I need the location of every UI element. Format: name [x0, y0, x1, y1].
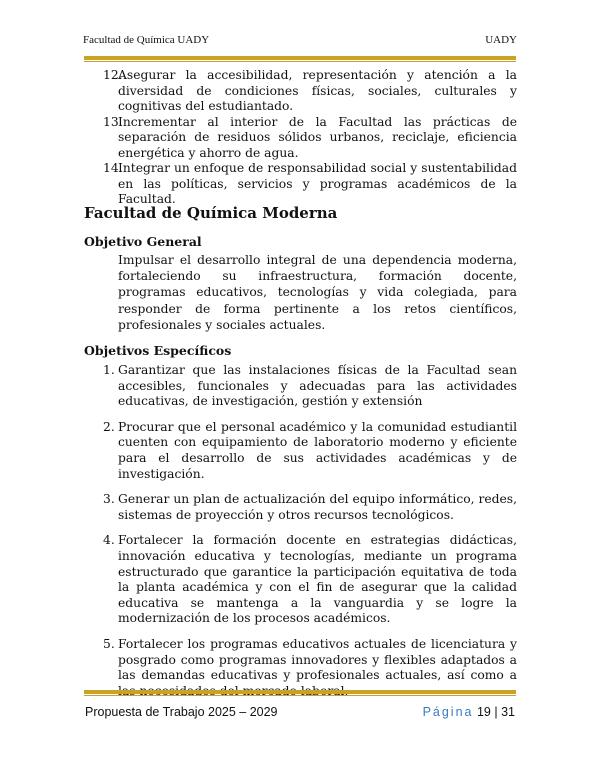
- list-text: Integrar un enfoque de responsabilidad social y sustentabilidad en las políticas, servicios y programas académicos de la Facultad.: [118, 161, 517, 206]
- specific-objectives-list: [103, 363, 517, 699]
- list-item: [103, 492, 517, 523]
- footer-document-title: Propuesta de Trabajo 2025 – 2029: [85, 705, 278, 719]
- section-title: Facultad de Química Moderna: [84, 204, 338, 222]
- list-number: 3.: [103, 492, 115, 507]
- header-rule-thin: [84, 61, 516, 62]
- list-number: 1.: [103, 363, 115, 377]
- list-text: Asegurar la accesibilidad, representación y atención a la diversidad de condiciones físicas, sociales, culturales y cognitivas del estudiantado.: [118, 68, 517, 113]
- list-number: 13.: [103, 114, 123, 129]
- list-text: Procurar que el personal académico y la comunidad estudiantil cuenten con equipamiento de laboratorio moderno y eficiente para el desarrollo de sus actividades académicas y de investigación.: [118, 419, 517, 481]
- page-number: [423, 705, 515, 719]
- header-short-name: UADY: [485, 34, 517, 46]
- header-institution: Facultad de Química UADY: [83, 34, 210, 46]
- page-header: [83, 34, 517, 48]
- list-number: 14.: [103, 161, 123, 175]
- list-item: [103, 533, 517, 627]
- header-rule: [84, 56, 516, 60]
- list-item: [103, 68, 517, 115]
- list-text: Incrementar al interior de la Facultad las prácticas de separación de residuos sólidos urbanos, reciclaje, eficiencia energética y ahorro de agua.: [118, 114, 517, 160]
- page-count: 19 | 31: [476, 705, 515, 719]
- specific-objectives-heading: Objetivos Específicos: [84, 343, 232, 358]
- list-item: [103, 115, 517, 162]
- list-item: [103, 161, 517, 208]
- list-text: Fortalecer la formación docente en estrategias didácticas, innovación educativa y tecnologías, mediante un programa estructurado que garantice la participación equitativa de toda la planta académica y con el fin de asegurar que la calidad educativa se mantenga a la vanguardia y se logre la modernización de los procesos académicos.: [118, 533, 517, 626]
- list-text: Garantizar que las instalaciones físicas de la Facultad sean accesibles, funcionales y adecuadas para las actividades educativas, de investigación, gestión y extensión: [118, 363, 517, 409]
- list-number: 2.: [103, 419, 115, 434]
- list-item: [103, 420, 517, 482]
- list-number: 4.: [103, 533, 115, 548]
- list-text: Generar un plan de actualización del equipo informático, redes, sistemas de proyección y otros recursos tecnológicos.: [118, 492, 517, 522]
- list-item: [103, 363, 517, 410]
- footer-rule: [84, 690, 516, 694]
- page-footer: [85, 705, 515, 721]
- general-objective-text: Impulsar el desarrollo integral de una dependencia moderna, fortaleciendo su infraestructura, formación docente, programas educativos, tecnologías y vida colegiada, para responder de forma pertinente a los retos científicos, profesionales y sociales actuales.: [118, 253, 517, 332]
- list-number: 5.: [103, 636, 115, 651]
- continued-objectives-list: [103, 68, 517, 208]
- list-number: 12.: [103, 68, 123, 82]
- list-text: Fortalecer los programas educativos actuales de licenciatura y posgrado como programas innovadores y flexibles adaptados a las demandas educativas y profesionales actuales, así como a: [118, 636, 517, 683]
- page-word: Página: [422, 705, 474, 719]
- footer-rule-thin: [84, 695, 516, 696]
- general-objective-heading: Objetivo General: [84, 234, 202, 249]
